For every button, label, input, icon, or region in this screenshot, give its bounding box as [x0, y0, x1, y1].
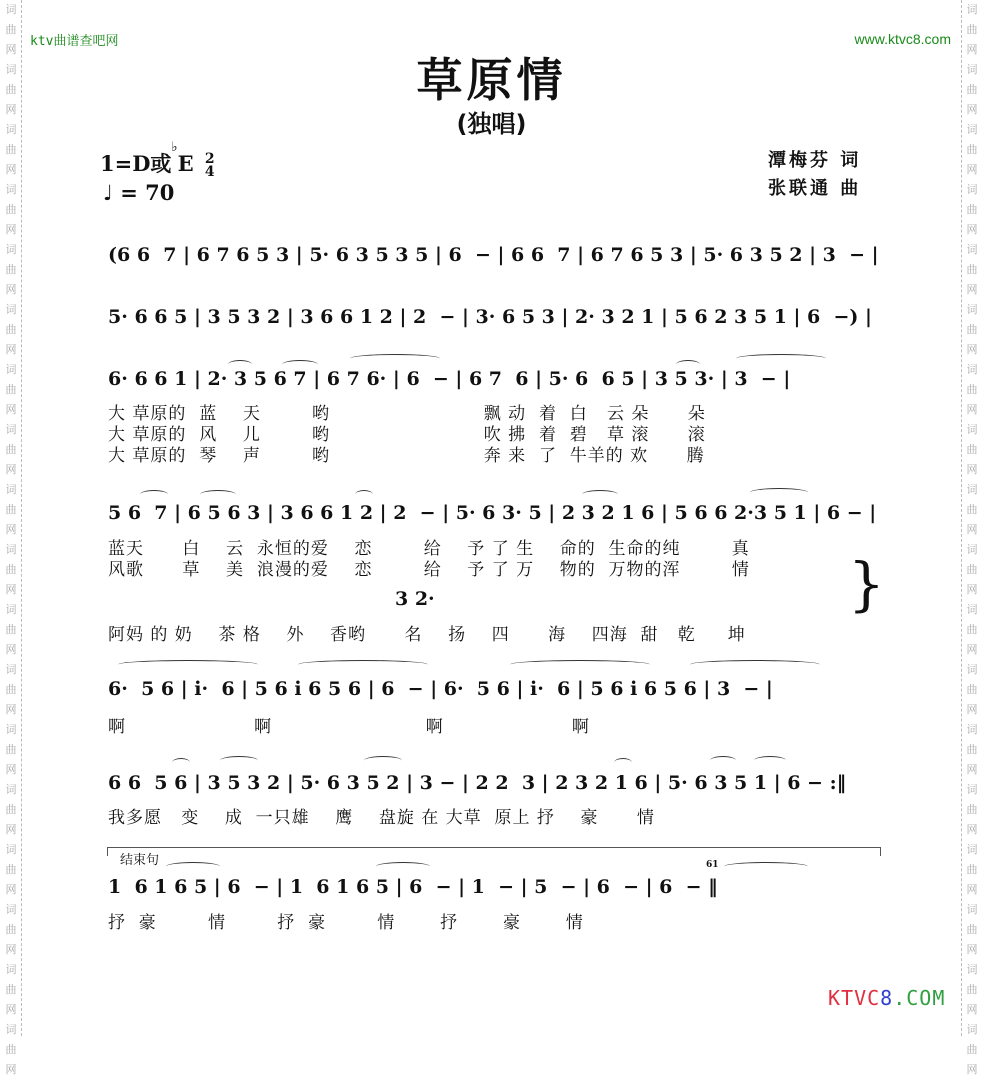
slur — [676, 360, 700, 369]
credits — [768, 147, 861, 203]
side-watermark-group: 词 曲 网 — [5, 183, 17, 236]
slur — [750, 488, 808, 497]
side-watermark-group: 词 曲 网 — [966, 903, 978, 956]
side-watermark-group: 词 曲 网 — [966, 483, 978, 536]
slur — [614, 758, 632, 767]
slur — [710, 756, 736, 765]
slur — [140, 490, 168, 499]
slur — [166, 862, 220, 871]
site-watermark-left: ktv曲谱查吧网 — [30, 34, 119, 49]
side-watermark-group: 词 曲 网 — [966, 543, 978, 596]
side-watermark-group: 词 曲 网 — [5, 723, 17, 776]
slur — [754, 756, 786, 765]
side-watermark-group: 词 曲 网 — [5, 63, 17, 116]
side-watermark-group: 词 曲 网 — [966, 63, 978, 116]
side-watermark-group: 词 曲 网 — [5, 303, 17, 356]
song-title: 草原情 — [416, 53, 567, 107]
slur — [582, 490, 618, 499]
tempo-marking: ♩ = 70 — [103, 180, 175, 205]
side-watermark-left — [0, 0, 22, 1076]
side-watermark-group: 词 曲 网 — [966, 123, 978, 176]
side-watermark-group: 词 曲 网 — [966, 3, 978, 56]
side-watermark-group: 词 曲 网 — [5, 363, 17, 416]
quarter-note-icon: ♩ — [103, 180, 113, 205]
slur — [350, 354, 440, 363]
side-watermark-group: 词 曲 网 — [5, 963, 17, 1016]
slur — [282, 360, 318, 369]
slur — [736, 354, 826, 363]
slur — [355, 490, 373, 499]
site-logo[interactable]: KTVC8.COM — [828, 986, 946, 1010]
score-row-2: 5· 6 6 5 | 3 5 3 2 | 3 6 6 1 2 | 2 − | 3· 6 5 3 | 2· 3 2 1 | 5 6 2 3 5 1 | 6 −) | — [108, 306, 872, 328]
side-watermark-group: 词 曲 网 — [966, 243, 978, 296]
side-watermark-group: 词 曲 网 — [966, 603, 978, 656]
score-row-7: 1 6 1 6 5 | 6 − | 1 6 1 6 5 | 6 − | 1 − | 5 − | 6 − | 6 − ‖ — [108, 876, 718, 898]
ending-bracket — [107, 847, 881, 856]
side-watermark-group: 词 曲 网 — [966, 783, 978, 836]
slur — [376, 862, 430, 871]
lyricist: 潭梅芬 词 — [768, 150, 862, 171]
lyric-line: 大 草原的 蓝 天 哟 飘 动 着 白 云 朵 朵 — [108, 404, 706, 424]
slur — [220, 756, 258, 765]
margin-line-right — [961, 0, 962, 1036]
score-row-1: (6 6 7 | 6 7 6 5 3 | 5· 6 3 5 3 5 | 6 − | 6 6 7 | 6 7 6 5 3 | 5· 6 3 5 2 | 3 − | — [108, 244, 879, 266]
side-watermark-group: 词 曲 网 — [5, 1023, 17, 1076]
slur — [298, 660, 428, 669]
slur — [690, 660, 820, 669]
side-watermark-group: 词 曲 网 — [5, 483, 17, 536]
key-signature: 1=D或♭E 2 4 — [100, 140, 215, 180]
side-watermark-right — [961, 0, 983, 1076]
side-watermark-group: 词 曲 网 — [5, 663, 17, 716]
side-watermark-group: 词 曲 网 — [966, 183, 978, 236]
song-subtitle: (独唱) — [456, 110, 527, 138]
composer: 张联通 曲 — [768, 178, 862, 199]
lyric-line: 蓝天 白 云 永恒的爱 恋 给 予 了 生 命的 生命的纯 真 — [108, 539, 750, 559]
margin-line-left — [21, 0, 22, 1036]
side-watermark-group: 词 曲 网 — [5, 123, 17, 176]
slur — [172, 758, 190, 767]
score-row-4: 5 6 7 | 6 5 6 3 | 3 6 6 1 2 | 2 − | 5· 6 3· 5 | 2 3 2 1 6 | 5 6 6 2·3 5 1 | 6 − | — [108, 502, 877, 524]
side-watermark-group: 词 曲 网 — [5, 603, 17, 656]
lyric-line: 风歌 草 美 浪漫的爱 恋 给 予 了 万 物的 万物的浑 情 — [108, 560, 750, 580]
side-watermark-group: 词 曲 网 — [966, 1023, 978, 1076]
slur — [118, 660, 258, 669]
slur — [200, 490, 236, 499]
verse-brace: } — [848, 550, 885, 618]
score-row-5: 6· 5 6 | i· 6 | 5 6 i 6 5 6 | 6 − | 6· 5 6 | i· 6 | 5 6 i 6 5 6 | 3 − | — [108, 678, 773, 700]
ending-label: 结束句 — [120, 853, 160, 868]
slur — [364, 756, 402, 765]
score-row-6: 6 6 5 6 | 3 5 3 2 | 5· 6 3 5 2 | 3 − | 2 2 3 | 2 3 2 1 6 | 5· 6 3 5 1 | 6 − :‖ — [108, 772, 847, 794]
side-watermark-group: 词 曲 网 — [966, 843, 978, 896]
time-signature: 2 4 — [204, 150, 215, 180]
grace-note: 61 — [706, 860, 719, 870]
slur — [724, 862, 808, 871]
side-watermark-group: 词 曲 网 — [5, 3, 17, 56]
flat-icon: ♭ — [171, 140, 178, 155]
side-watermark-group: 词 曲 网 — [966, 963, 978, 1016]
lyric-line: 大 草原的 琴 声 哟 奔 来 了 牛羊的 欢 腾 — [108, 446, 705, 466]
lyric-line: 我多愿 变 成 一只雄 鹰 盘旋 在 大草 原上 抒 豪 情 — [108, 808, 655, 828]
lyric-line: 大 草原的 风 儿 哟 吹 拂 着 碧 草 滚 滚 — [108, 425, 706, 445]
lyric-line: 啊 啊 啊 啊 — [108, 717, 590, 737]
side-watermark-group: 词 曲 网 — [966, 723, 978, 776]
score-row-3: 6· 6 6 1 | 2· 3 5 6 7 | 6 7 6· | 6 − | 6 7 6 | 5· 6 6 5 | 3 5 3· | 3 − | — [108, 368, 791, 390]
side-watermark-group: 词 曲 网 — [5, 423, 17, 476]
lyric-line: 抒 豪 情 抒 豪 情 抒 豪 情 — [108, 913, 584, 933]
side-watermark-group: 词 曲 网 — [966, 423, 978, 476]
side-watermark-group: 词 曲 网 — [5, 243, 17, 296]
slur — [228, 360, 252, 369]
side-watermark-group: 词 曲 网 — [966, 663, 978, 716]
site-url-watermark[interactable]: www.ktvc8.com — [854, 31, 951, 47]
side-watermark-group: 词 曲 网 — [5, 543, 17, 596]
side-watermark-group: 词 曲 网 — [5, 843, 17, 896]
slur — [510, 660, 650, 669]
lyric-line-alt: 阿妈 的 奶 茶 格 外 香哟 名 扬 四 海 四海 甜 乾 坤 — [108, 625, 746, 645]
side-watermark-group: 词 曲 网 — [966, 363, 978, 416]
side-watermark-group: 词 曲 网 — [5, 903, 17, 956]
alt-notes: 3 2· — [395, 588, 435, 610]
side-watermark-group: 词 曲 网 — [5, 783, 17, 836]
side-watermark-group: 词 曲 网 — [966, 303, 978, 356]
